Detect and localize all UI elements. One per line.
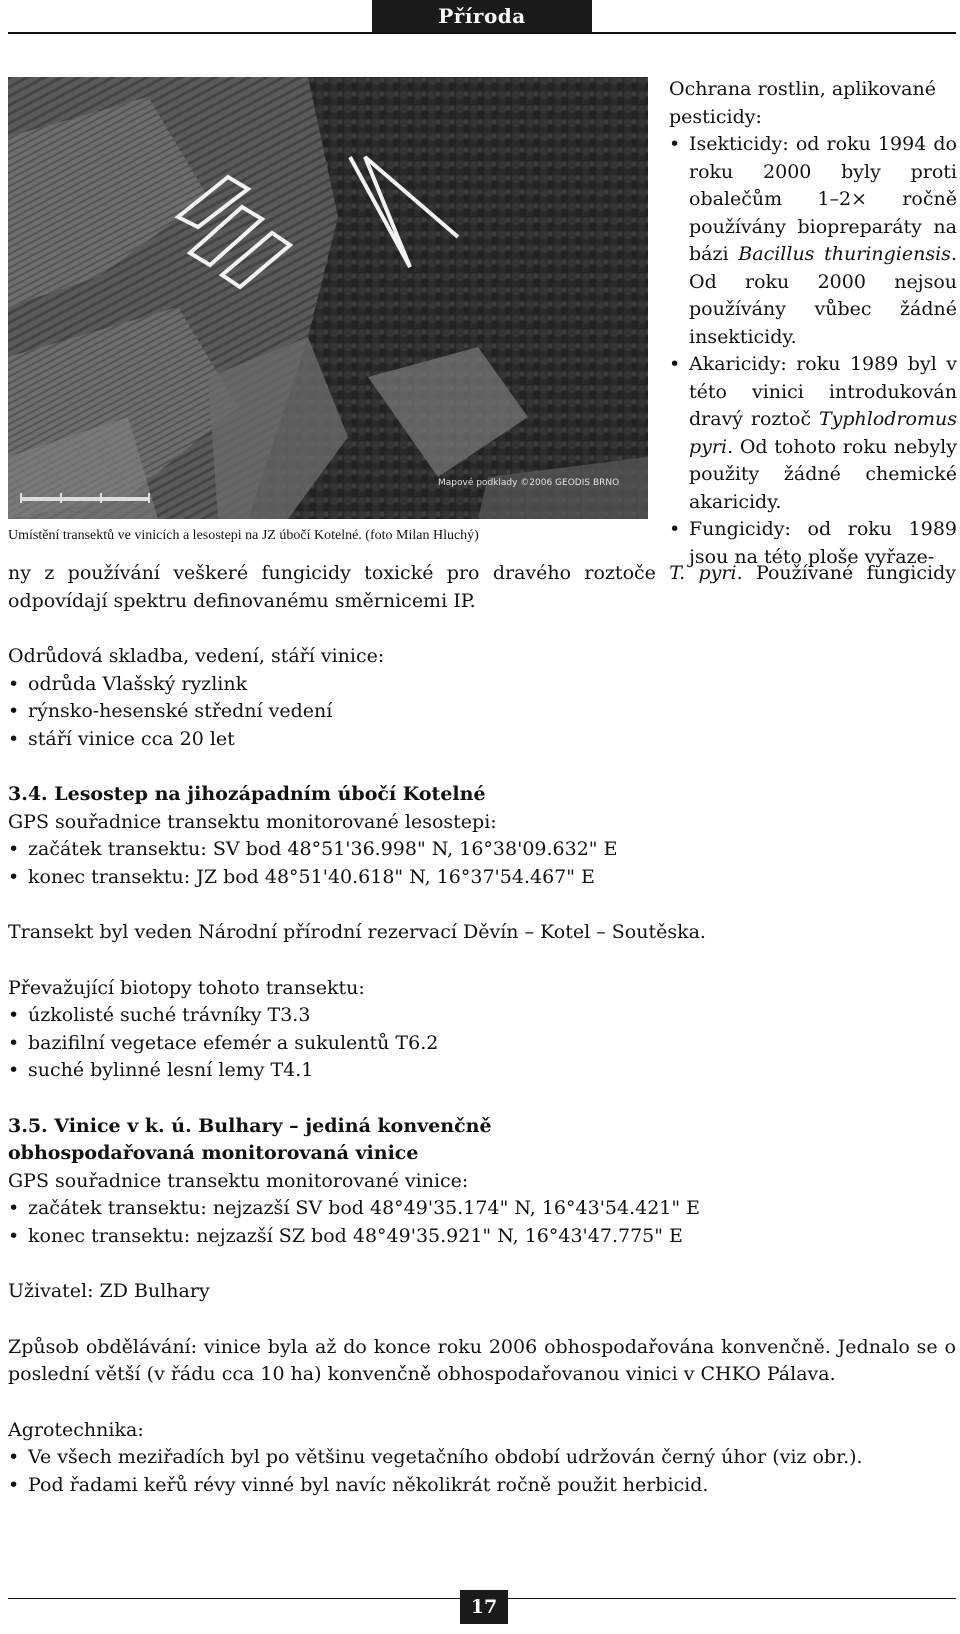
list-item: • stáří vinice cca 20 let: [8, 726, 956, 754]
fungicides-item: • Fungicidy: od roku 1989 jsou na této ploše vyřaze-: [669, 516, 957, 571]
agro-list: [8, 1444, 956, 1499]
acaricides-item: • Akaricidy: roku 1989 byl v této vinici introdukován dravý roztoč Typhlodromus pyri. Od tohoto roku nebyly použity žádné chemické akaricidy.: [669, 351, 957, 516]
photo-caption: Umístění transektů ve vinicích a lesostepi na JZ úbočí Kotelné. (foto Milan Hluchý): [8, 528, 479, 543]
list-item: • začátek transektu: SV bod 48°51'36.998" N, 16°38'09.632" E: [8, 836, 956, 864]
gps-label: GPS souřadnice transektu monitorované vinice:: [8, 1169, 469, 1192]
list-item: • rýnsko-hesenské střední vedení: [8, 698, 956, 726]
list-item: • suché bylinné lesní lemy T4.1: [8, 1057, 956, 1085]
user-text: Uživatel: ZD Bulhary: [8, 1280, 210, 1302]
list-item: • Pod řadami keřů révy vinné byl navíc několikrát ročně použit herbicid.: [8, 1472, 956, 1500]
pesticides-intro: Ochrana rostlin, aplikované pesticidy:: [669, 78, 936, 128]
section-3-5-heading: 3.5. Vinice v k. ú. Bulhary – jediná konvenčně obhospodařovaná monitorovaná vinice: [8, 1114, 492, 1164]
fungicides-continuation: ny z používání veškeré fungicidy toxické pro dravého roztoče T. pyri. Používané fungicidy odpovídají spektru definovanému směrnicemi IP.: [8, 562, 956, 612]
method-text: Způsob obdělávání: vinice byla až do konce roku 2006 obhospodařována konvenčně. Jednalo se o poslední větší (v řádu cca 10 ha) konvenčně obhospodařovanou vinici v CHKO Pálava.: [8, 1335, 956, 1385]
list-item: • úzkolisté suché trávníky T3.3: [8, 1002, 956, 1030]
gps-list: [8, 836, 956, 891]
section-3-4-heading: 3.4. Lesostep na jihozápadním úbočí Kotelné: [8, 783, 486, 805]
gps-label: GPS souřadnice transektu monitorované lesostepi:: [8, 810, 497, 833]
variety-list: [8, 671, 956, 754]
list-item: • konec transektu: nejzazší SZ bod 48°49'35.921" N, 16°43'47.775" E: [8, 1223, 956, 1251]
page-number: 17: [460, 1590, 508, 1624]
agro-label: Agrotechnika:: [8, 1418, 144, 1441]
pesticides-column: [669, 76, 957, 571]
section-title: Příroda: [438, 4, 526, 28]
section-header: [372, 0, 592, 32]
main-text: [8, 560, 956, 1499]
aerial-photo-image: [8, 77, 648, 519]
gps-list: [8, 1195, 956, 1250]
transect-text: Transekt byl veden Národní přírodní rezervací Děvín – Kotel – Soutěska.: [8, 921, 706, 943]
insecticides-item: • Isekticidy: od roku 1994 do roku 2000 byly proti obalečům 1–2× ročně používány biopreparáty na bázi Bacillus thuringiensis. Od roku 2000 nejsou používány vůbec žádné insekticidy.: [669, 131, 957, 351]
biotopes-label: Převažující biotopy tohoto transektu:: [8, 976, 365, 999]
variety-title: Odrůdová skladba, vedení, stáří vinice:: [8, 645, 385, 667]
list-item: • začátek transektu: nejzazší SV bod 48°49'35.174" N, 16°43'54.421" E: [8, 1195, 956, 1223]
biotopes-list: [8, 1002, 956, 1085]
list-item: • odrůda Vlašský ryzlink: [8, 671, 956, 699]
list-item: • bazifilní vegetace efemér a sukulentů T6.2: [8, 1030, 956, 1058]
aerial-photo: [8, 77, 648, 519]
header-rule: [8, 32, 956, 34]
list-item: • konec transektu: JZ bod 48°51'40.618" N, 16°37'54.467" E: [8, 864, 956, 892]
list-item: • Ve všech meziřadích byl po většinu vegetačního období udržován černý úhor (viz obr.).: [8, 1444, 956, 1472]
map-watermark: Mapové podklady ©2006 GEODIS BRNO: [438, 478, 620, 488]
